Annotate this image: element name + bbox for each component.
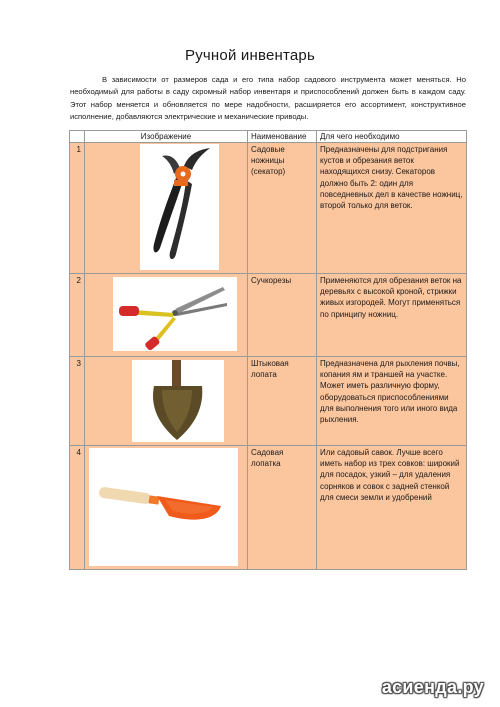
- table-row: [70, 143, 467, 274]
- row-image-cell: [85, 143, 248, 274]
- page-title: Ручной инвентарь: [185, 47, 315, 64]
- intro-text: В зависимости от размеров сада и его типа набор садового инструмента может меняться. Но необходимый для работы в саду скромный набор инвентаря и приспособлений должен быть в каждом саду. Этот набор меняется и обновляется по мере надобности, расширяется его ассортимент, конструктивное исполнение, добавляются электрические и механические приводы.: [70, 75, 466, 122]
- table-row: [70, 274, 467, 357]
- hedge-shears-icon: [113, 277, 237, 351]
- pruner-icon: [140, 144, 219, 270]
- row-purpose: Предназначена для рыхления почвы, копания ям и траншей на участке. Может иметь различную форму, оборудоваться приспособлениями для выполнения того или иного вида рыхления.: [317, 357, 467, 446]
- row-number: 2: [70, 274, 85, 357]
- header-number: [70, 131, 85, 143]
- row-purpose: Или садовый савок. Лучше всего иметь набор из трех совков: широкий для посадок, узкий – для удаления сорняков и совок с задней стенкой для смеси земли и удобрений: [317, 446, 467, 570]
- row-image-cell: [85, 446, 248, 570]
- row-purpose: Применяются для обрезания веток на деревьях с высокой кроной, стрижки живых изгородей. Могут применяться по принципу ножниц.: [317, 274, 467, 357]
- row-number: 3: [70, 357, 85, 446]
- row-image-cell: [85, 274, 248, 357]
- row-name: Сучкорезы: [248, 274, 317, 357]
- row-image-cell: [85, 357, 248, 446]
- row-number: 1: [70, 143, 85, 274]
- table-row: [70, 357, 467, 446]
- shovel-icon: [132, 360, 224, 442]
- row-name: Штыковая лопата: [248, 357, 317, 446]
- tools-table: [69, 130, 467, 570]
- row-number: 4: [70, 446, 85, 570]
- row-name: Садовая лопатка: [248, 446, 317, 570]
- header-name: Наименование: [248, 131, 317, 143]
- intro-paragraph: [70, 74, 466, 124]
- trowel-icon: [89, 448, 238, 566]
- row-name: Садовые ножницы (секатор): [248, 143, 317, 274]
- header-purpose: Для чего необходимо: [317, 131, 467, 143]
- header-image: Изображение: [85, 131, 248, 143]
- table-row: [70, 446, 467, 570]
- row-purpose: Предназначены для подстригания кустов и обрезания веток находящихся снизу. Секаторов должно быть 2: один для повседневных дел в качестве ножниц, второй только для веток.: [317, 143, 467, 274]
- table-header-row: [70, 131, 467, 143]
- watermark: асиенда.ру: [381, 677, 484, 697]
